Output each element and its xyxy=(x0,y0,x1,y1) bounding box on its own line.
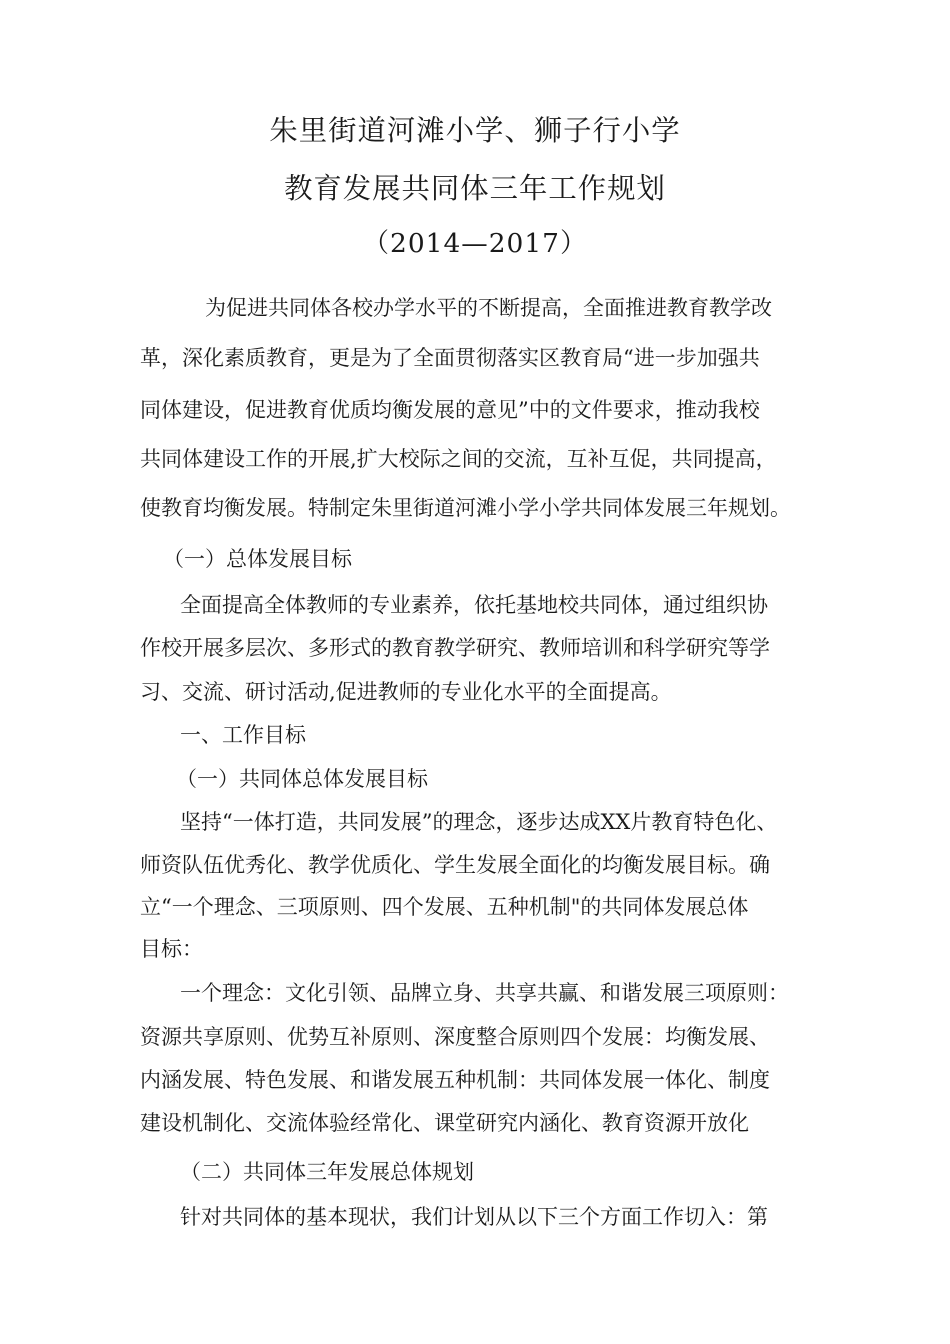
body-line: 内涵发展、特色发展、和谐发展五种机制：共同体发展一体化、制度 xyxy=(140,1068,770,1092)
body-line: 针对共同体的基本现状，我们计划从以下三个方面工作切入：第 xyxy=(180,1205,768,1229)
document-title-line-1: 朱里街道河滩小学、狮子行小学 xyxy=(269,114,681,147)
section-heading: 一、工作目标 xyxy=(180,723,306,747)
body-line: 习、交流、研讨活动,促进教师的专业化水平的全面提高。 xyxy=(140,680,672,704)
body-line: 同体建设，促进教育优质均衡发展的意见”中的文件要求，推动我校 xyxy=(140,398,760,422)
body-line: 建设机制化、交流体验经常化、课堂研究内涵化、教育资源开放化 xyxy=(140,1111,749,1135)
body-line: 资源共享原则、优势互补原则、深度整合原则四个发展：均衡发展、 xyxy=(140,1025,770,1049)
document-title-line-2: 教育发展共同体三年工作规划 xyxy=(284,172,666,205)
body-line: 师资队伍优秀化、教学优质化、学生发展全面化的均衡发展目标。确 xyxy=(140,853,770,877)
document-title-years: （2014—2017） xyxy=(362,228,588,259)
body-line: 使教育均衡发展。特制定朱里街道河滩小学小学共同体发展三年规划。 xyxy=(140,496,791,520)
body-line: 坚持“一体打造，共同发展”的理念，逐步达成XX片教育特色化、 xyxy=(180,810,778,834)
body-line: 共同体建设工作的开展,扩大校际之间的交流，互补互促，共同提高， xyxy=(140,447,777,471)
body-line: 一个理念：文化引领、品牌立身、共享共赢、和谐发展三项原则： xyxy=(180,981,789,1005)
body-line: 目标： xyxy=(140,937,203,961)
body-line: 作校开展多层次、多形式的教育教学研究、教师培训和科学研究等学 xyxy=(140,636,770,660)
body-line: 立“一个理念、三项原则、四个发展、五种机制"的共同体发展总体 xyxy=(140,895,749,919)
body-line: 革，深化素质教育，更是为了全面贯彻落实区教育局“进一步加强共 xyxy=(140,346,760,370)
section-heading: （二）共同体三年发展总体规划 xyxy=(180,1160,474,1184)
section-heading: （一）共同体总体发展目标 xyxy=(176,767,428,791)
section-heading: （一）总体发展目标 xyxy=(163,547,352,571)
body-line: 全面提高全体教师的专业素养，依托基地校共同体，通过组织协 xyxy=(180,593,768,617)
body-line: 为促进共同体各校办学水平的不断提高，全面推进教育教学改 xyxy=(205,296,772,320)
